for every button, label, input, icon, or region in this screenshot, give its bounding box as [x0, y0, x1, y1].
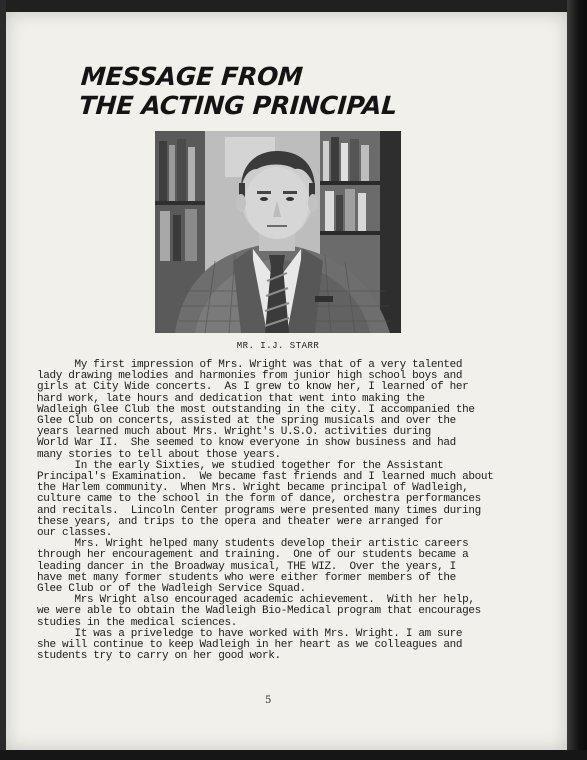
body-line: and recitals. Lincoln Center programs were presented many times during	[37, 504, 481, 517]
body-line: culture came to the school in the form of dance, orchestra performances	[37, 493, 481, 506]
body-line: In the early Sixties, we studied together for the Assistant	[37, 459, 444, 472]
body-line: My first impression of Mrs. Wright was that of a very talented	[37, 359, 463, 371]
body-line: Wadleigh Glee Club the most outstanding in the city. I accompanied the	[37, 403, 475, 416]
body-line: Mrs Wright also encouraged academic achievement. With her help,	[37, 594, 475, 607]
title-line-2: THE ACTING PRINCIPAL	[77, 91, 398, 120]
body-line: Glee Club or of the Wadleigh Service Squad.	[37, 583, 306, 596]
body-line: girls at City Wide concerts. As I grew to know her, I learned of her	[37, 381, 469, 394]
body-line: leading dancer in the Broadway musical, THE WIZ. Over the years, I	[37, 560, 456, 573]
body-line: Mrs. Wright helped many students develop their artistic careers	[37, 538, 469, 551]
body-line: we were able to obtain the Wadleigh Bio-Medical program that encourages	[37, 605, 481, 618]
body-line: Glee Club on concerts, assisted at the spring musicals and over the	[37, 415, 456, 428]
body-line: World War II. She seemed to know everyone in show business and had	[37, 437, 456, 450]
body-line: hard work, late hours and dedication that went into making the	[37, 392, 425, 405]
binding-edge-right	[567, 0, 587, 760]
portrait-photo	[155, 131, 401, 333]
body-line: years learned much about Mrs. Wright's U.S.O. activities during	[37, 426, 431, 439]
title-line-1: MESSAGE FROM	[80, 62, 304, 91]
body-line: many stories to tell about those years.	[37, 448, 281, 461]
body-line: have met many former students who were either former members of the	[37, 571, 456, 584]
scan-bottom-edge	[0, 750, 587, 760]
message-body	[37, 360, 537, 662]
page-title	[78, 62, 400, 120]
body-line: through her encouragement and training. One of our students became a	[37, 549, 469, 562]
photo-caption: MR. I.J. STARR	[236, 341, 320, 351]
body-line: the Harlem community. When Mrs. Wright became principal of Wadleigh,	[37, 482, 469, 495]
body-line: our classes.	[37, 527, 113, 540]
body-line: she will continue to keep Wadleigh in her heart as we colleagues and	[37, 639, 463, 652]
body-line: students try to carry on her good work.	[37, 650, 281, 663]
body-line: studies in the medical sciences.	[37, 616, 238, 629]
body-line: lady drawing melodies and harmonies from junior high school boys and	[37, 370, 463, 383]
body-line: these years, and trips to the opera and theater were arranged for	[37, 515, 444, 528]
body-line: Principal's Examination. We became fast friends and I learned much about	[37, 471, 494, 484]
body-line: It was a priveledge to have worked with Mrs. Wright. I am sure	[37, 627, 463, 640]
page-number: 5	[265, 695, 272, 706]
